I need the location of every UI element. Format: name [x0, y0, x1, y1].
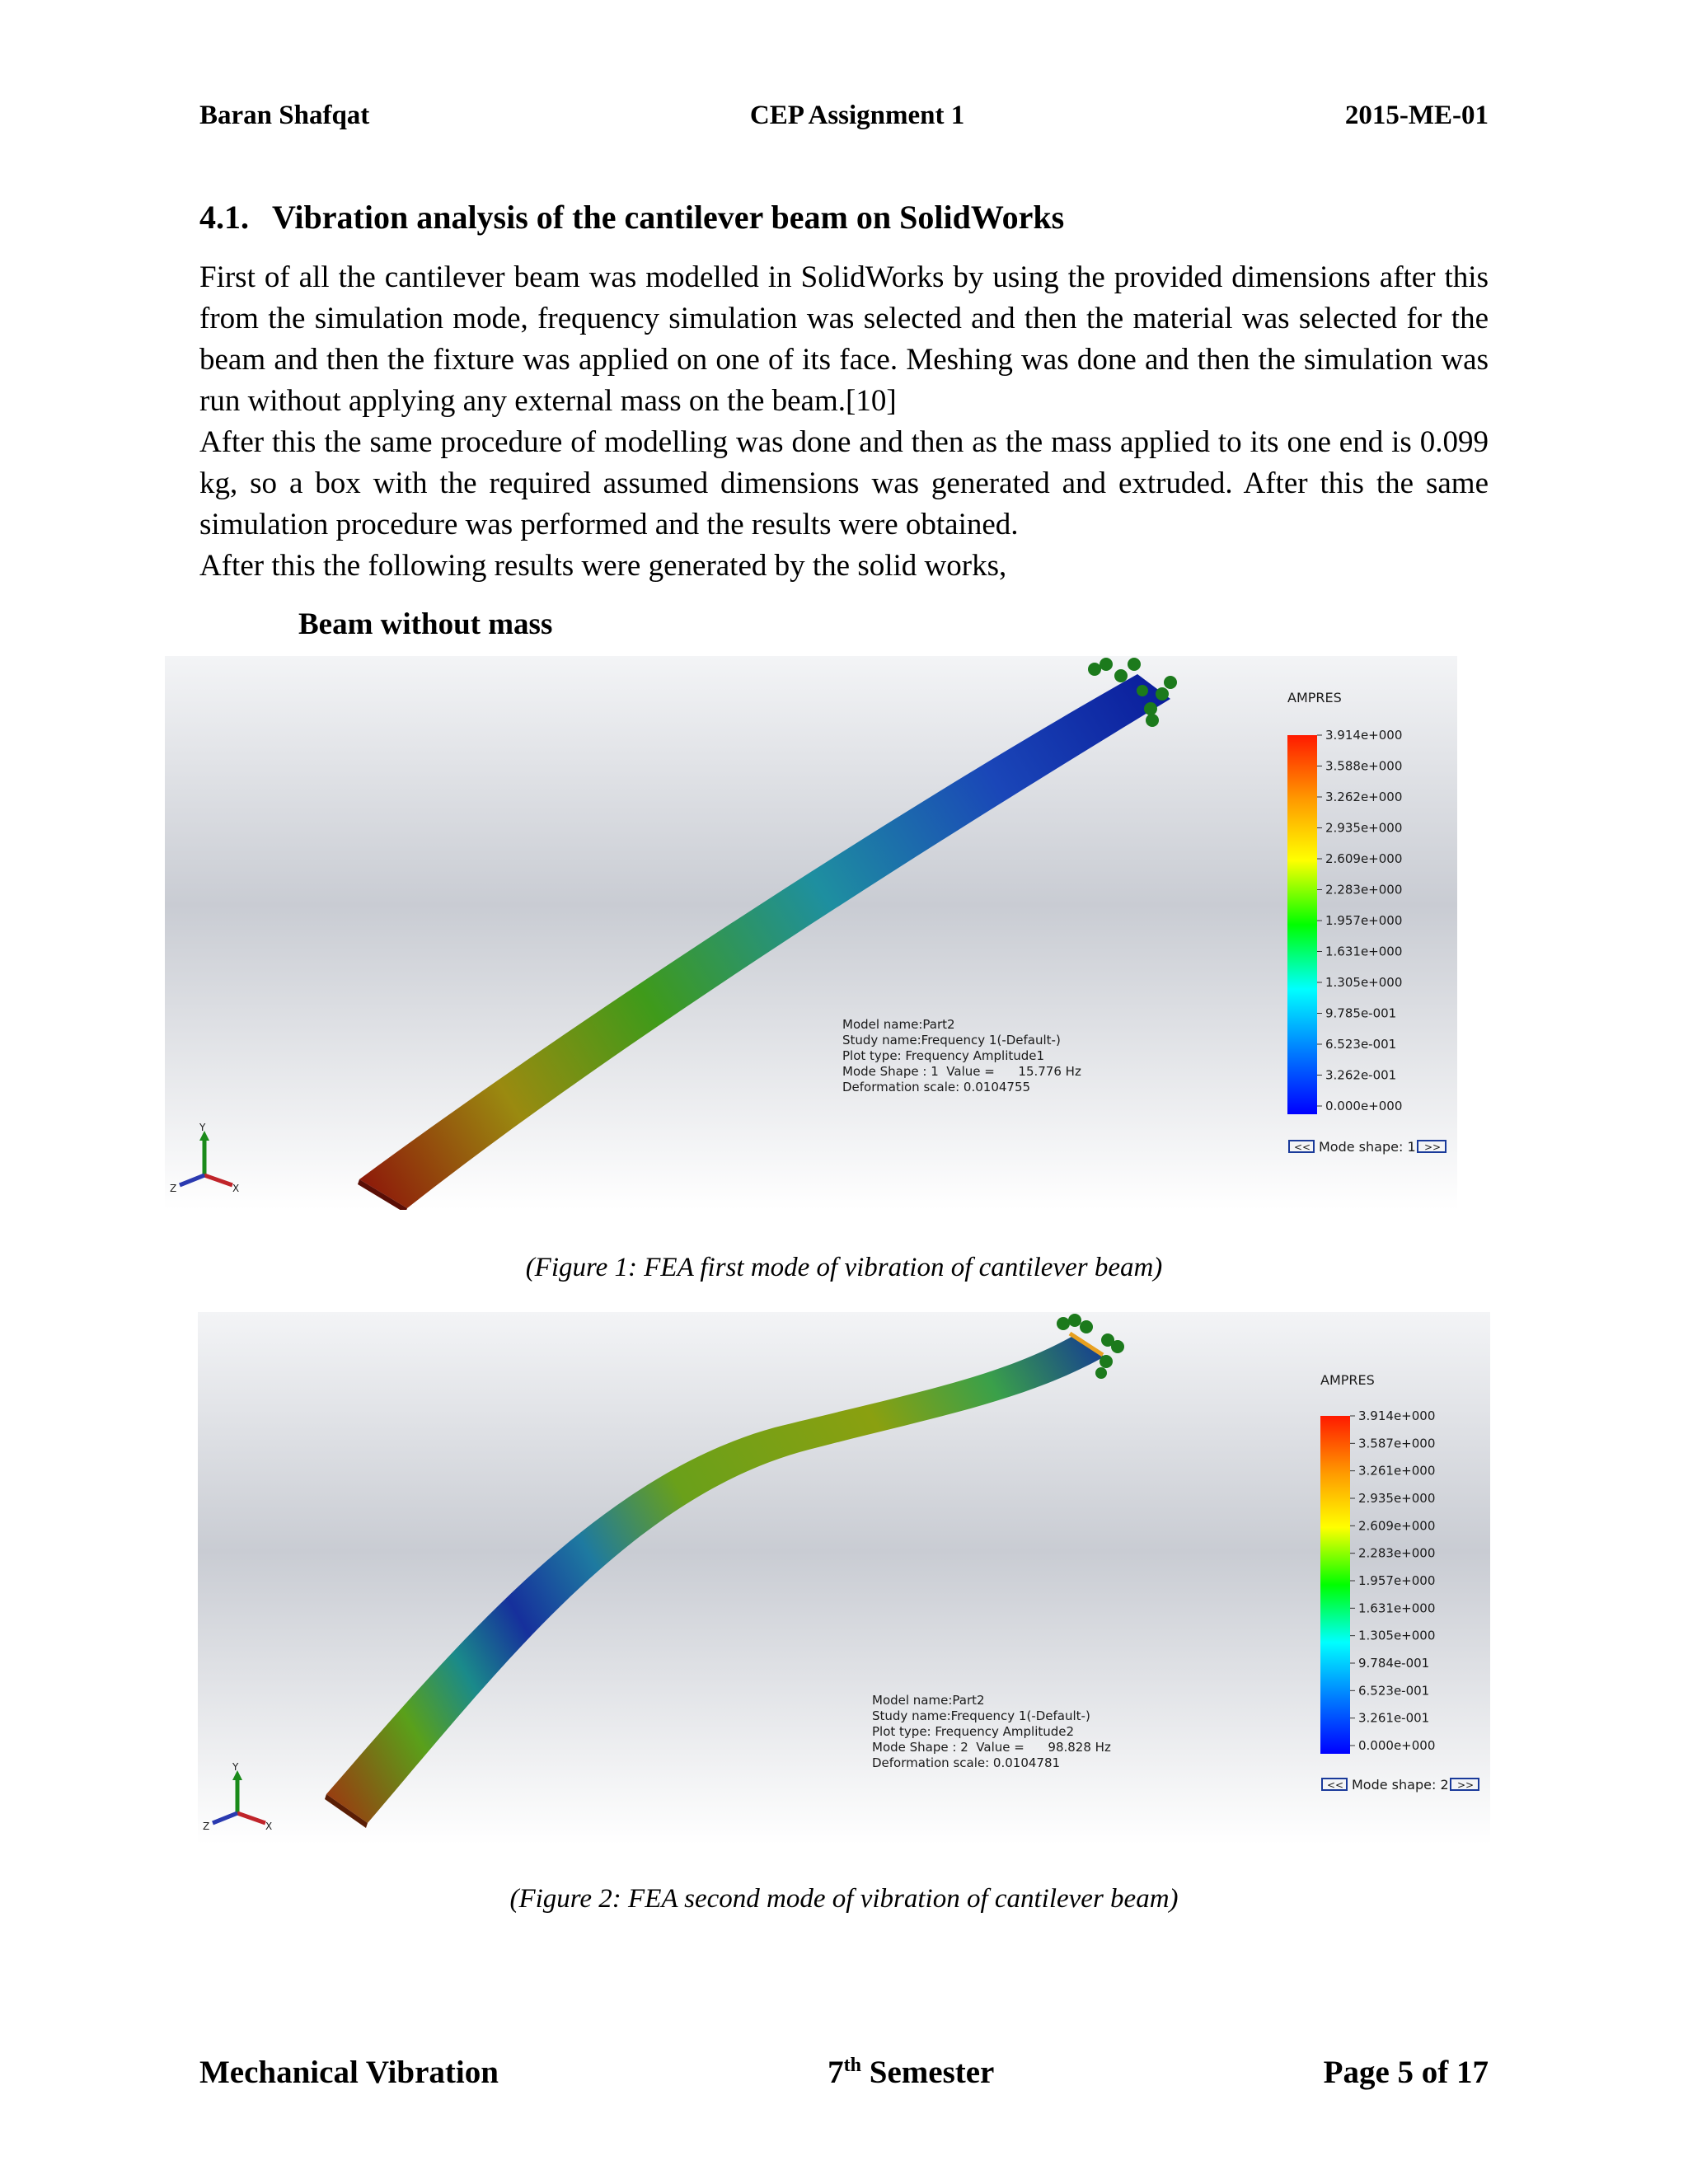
figure-1-render	[165, 656, 1457, 1210]
legend-label: 1.631e+000	[1358, 1601, 1436, 1616]
paragraph: After this the same procedure of modelling was done and then as the mass applied to its one end is 0.099 kg, so a box with the required assumed dimensions was generated and extruded. After this the same simulation procedure was performed and the results were obtained.	[199, 425, 1489, 541]
header-title: CEP Assignment 1	[749, 100, 965, 130]
svg-text:<<: <<	[1294, 1141, 1311, 1153]
section-title: Vibration analysis of the cantilever beam on SolidWorks	[272, 199, 1065, 236]
page-header	[199, 97, 1489, 134]
legend-colorbar	[1287, 735, 1317, 1114]
legend-label: 1.631e+000	[1325, 944, 1403, 959]
svg-text:<<: <<	[1327, 1779, 1344, 1791]
legend-label: 0.000e+000	[1325, 1099, 1403, 1113]
info-line: Deformation scale: 0.0104755	[842, 1080, 1031, 1094]
svg-text:Z: Z	[203, 1821, 210, 1832]
legend-title: AMPRES	[1287, 690, 1342, 705]
legend-label: 2.283e+000	[1358, 1545, 1436, 1561]
paragraph: First of all the cantilever beam was modelled in SolidWorks by using the provided dimensions after this from the simulation mode, frequency simulation was selected and then the material was selected for the beam and then the fixture was applied on one of its face. Meshing was done and then the simulation was run without applying any external mass on the beam.[10]	[199, 260, 1489, 418]
legend-label: 3.262e+000	[1325, 790, 1403, 804]
legend-label: 1.305e+000	[1358, 1628, 1436, 1643]
figure-2	[198, 1312, 1490, 1844]
section-heading	[199, 198, 1064, 237]
svg-text:X: X	[265, 1821, 273, 1832]
section-number: 4.1.	[199, 199, 249, 236]
body-text	[199, 257, 1489, 587]
svg-text:Z: Z	[170, 1183, 177, 1194]
legend-label: 1.957e+000	[1325, 913, 1403, 928]
footer-page-number: Page 5 of 17	[1323, 2054, 1489, 2090]
svg-text:>>: >>	[1424, 1141, 1442, 1153]
legend-label: 3.914e+000	[1325, 728, 1403, 743]
figure-1-caption: (Figure 1: FEA first mode of vibration of cantilever beam)	[525, 1253, 1163, 1282]
legend-label: 3.262e-001	[1325, 1067, 1397, 1083]
legend-label: 9.785e-001	[1325, 1005, 1397, 1021]
svg-text:X: X	[232, 1183, 240, 1194]
legend-label: 3.914e+000	[1358, 1408, 1436, 1423]
info-line: Study name:Frequency 1(-Default-)	[872, 1708, 1090, 1723]
legend-label: 1.305e+000	[1325, 975, 1403, 990]
footer-course: Mechanical Vibration	[199, 2054, 499, 2090]
info-line: Deformation scale: 0.0104781	[872, 1755, 1061, 1770]
legend-label: 3.261e+000	[1358, 1463, 1436, 1479]
legend-label: 1.957e+000	[1358, 1573, 1436, 1588]
info-line: Mode Shape : 1 Value = 15.776 Hz	[842, 1064, 1081, 1079]
info-line: Model name:Part2	[872, 1693, 985, 1708]
svg-text:>>: >>	[1457, 1779, 1475, 1791]
footer-semester: 7th Semester	[828, 2054, 995, 2090]
legend-label: 3.261e-001	[1358, 1710, 1430, 1726]
legend-title: AMPRES	[1320, 1372, 1375, 1388]
figure-2-render	[198, 1312, 1490, 1844]
info-line: Study name:Frequency 1(-Default-)	[842, 1033, 1061, 1047]
legend-label: 2.935e+000	[1325, 820, 1403, 836]
legend-label: 2.609e+000	[1325, 851, 1403, 866]
legend-label: 6.523e-001	[1358, 1683, 1430, 1699]
header-author: Baran Shafqat	[199, 100, 370, 130]
legend-label: 2.283e+000	[1325, 882, 1403, 898]
info-line: Plot type: Frequency Amplitude1	[842, 1048, 1045, 1063]
legend-label: 6.523e-001	[1325, 1037, 1397, 1052]
legend-label: 9.784e-001	[1358, 1656, 1430, 1671]
figure-background	[165, 656, 1457, 1210]
info-line: Plot type: Frequency Amplitude2	[872, 1724, 1075, 1739]
header-id: 2015-ME-01	[1344, 100, 1489, 130]
legend-label: 2.935e+000	[1358, 1491, 1436, 1506]
figure-2-caption: (Figure 2: FEA second mode of vibration of cantilever beam)	[509, 1884, 1179, 1914]
page-footer	[199, 2047, 1489, 2097]
svg-text:Y: Y	[232, 1761, 239, 1773]
mode-label: Mode shape: 2	[1352, 1777, 1449, 1793]
paragraph: After this the following results were generated by the solid works,	[199, 549, 1007, 583]
legend-colorbar	[1320, 1416, 1350, 1754]
legend-label: 2.609e+000	[1358, 1518, 1436, 1534]
svg-text:Y: Y	[199, 1122, 206, 1133]
figure-1	[165, 656, 1457, 1210]
legend-label: 3.587e+000	[1358, 1436, 1436, 1451]
legend-label: 0.000e+000	[1358, 1738, 1436, 1753]
info-line: Mode Shape : 2 Value = 98.828 Hz	[872, 1740, 1111, 1755]
info-line: Model name:Part2	[842, 1017, 955, 1032]
subheading: Beam without mass	[298, 607, 553, 641]
mode-label: Mode shape: 1	[1319, 1139, 1416, 1155]
legend-label: 3.588e+000	[1325, 758, 1403, 774]
